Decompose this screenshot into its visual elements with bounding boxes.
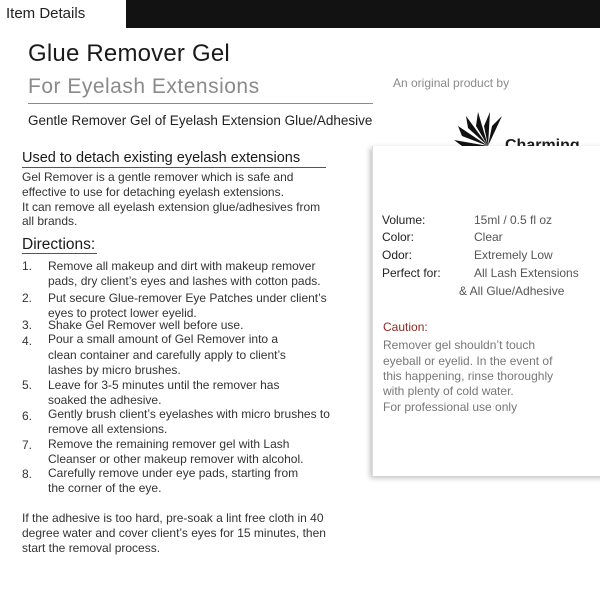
header-bar [126, 0, 600, 28]
caution-line: this happening, rinse thoroughly [383, 369, 554, 383]
step-number: 5. [22, 378, 33, 392]
product-subtitle: For Eyelash Extensions [28, 75, 260, 98]
step-text: Leave for 3-5 minutes until the remover has [48, 378, 280, 392]
footnote-line: If the adhesive is too hard, pre-soak a lint free cloth in 40 [22, 511, 324, 525]
step-number: 3. [22, 318, 33, 332]
step-number: 6. [22, 409, 33, 423]
step-text: Cleanser or other makeup remover with alcohol. [48, 452, 304, 466]
perfect-for-value: & All Glue/Adhesive [459, 284, 565, 298]
step-text: pads, dry client’s eyes and lashes with cotton pads. [48, 274, 321, 288]
caution-heading: Caution: [383, 320, 428, 334]
step-text: Put secure Glue-remover Eye Patches under client’s [48, 291, 327, 305]
color-label: Color: [382, 230, 415, 244]
caution-line: Remover gel shouldn’t touch [383, 338, 536, 352]
directions-underline [22, 253, 97, 254]
directions-heading: Directions: [22, 236, 96, 253]
step-number: 8. [22, 467, 33, 481]
step-text: clean container and carefully apply to client’s [48, 348, 286, 362]
odor-value: Extremely Low [474, 248, 553, 262]
step-text: Carefully remove under eye pads, starting from [48, 466, 299, 480]
step-text: lashes by micro brushes. [48, 363, 181, 377]
footnote-line: degree water and cover client’s eyes for 15 minutes, then [22, 526, 326, 540]
step-text: eyes to protect lower eyelid. [48, 306, 197, 320]
specs-panel [372, 146, 600, 476]
step-text: remove all extensions. [48, 422, 168, 436]
step-text: Shake Gel Remover well before use. [48, 318, 244, 332]
step-number: 1. [22, 259, 33, 273]
step-text: Remove all makeup and dirt with makeup remover [48, 259, 316, 273]
usage-line: all brands. [22, 214, 78, 228]
step-number: 2. [22, 291, 33, 305]
product-title: Glue Remover Gel [28, 40, 230, 67]
volume-label: Volume: [382, 213, 426, 227]
product-tagline: Gentle Remover Gel of Eyelash Extension Glue/Adhesive [28, 113, 373, 128]
color-value: Clear [474, 230, 503, 244]
usage-underline [22, 167, 326, 168]
item-details-label: Item Details [6, 5, 86, 22]
subtitle-underline [28, 103, 373, 104]
professional-use-note: For professional use only [383, 400, 518, 414]
footnote-line: start the removal process. [22, 541, 161, 555]
perfect-for-label: Perfect for: [382, 266, 441, 280]
odor-label: Odor: [382, 248, 413, 262]
volume-value: 15ml / 0.5 fl oz [474, 213, 553, 227]
step-number: 4. [22, 334, 33, 348]
brand-intro: An original product by [393, 76, 510, 90]
caution-line: eyeball or eyelid. In the event of [383, 354, 553, 368]
usage-line: Gel Remover is a gentle remover which is safe and [22, 170, 294, 184]
step-text: Remove the remaining remover gel with Lash [48, 437, 290, 451]
step-text: the corner of the eye. [48, 481, 162, 495]
step-text: Gently brush client’s eyelashes with micro brushes to [48, 407, 330, 421]
usage-heading: Used to detach existing eyelash extensions [22, 150, 301, 166]
usage-line: effective to use for detaching eyelash extensions. [22, 185, 284, 199]
step-text: soaked the adhesive. [48, 393, 162, 407]
perfect-for-value: All Lash Extensions [474, 266, 579, 280]
usage-line: It can remove all eyelash extension glue/adhesives from [22, 200, 321, 214]
caution-line: with plenty of cold water. [383, 384, 514, 398]
step-text: Pour a small amount of Gel Remover into a [48, 332, 279, 346]
step-number: 7. [22, 438, 33, 452]
